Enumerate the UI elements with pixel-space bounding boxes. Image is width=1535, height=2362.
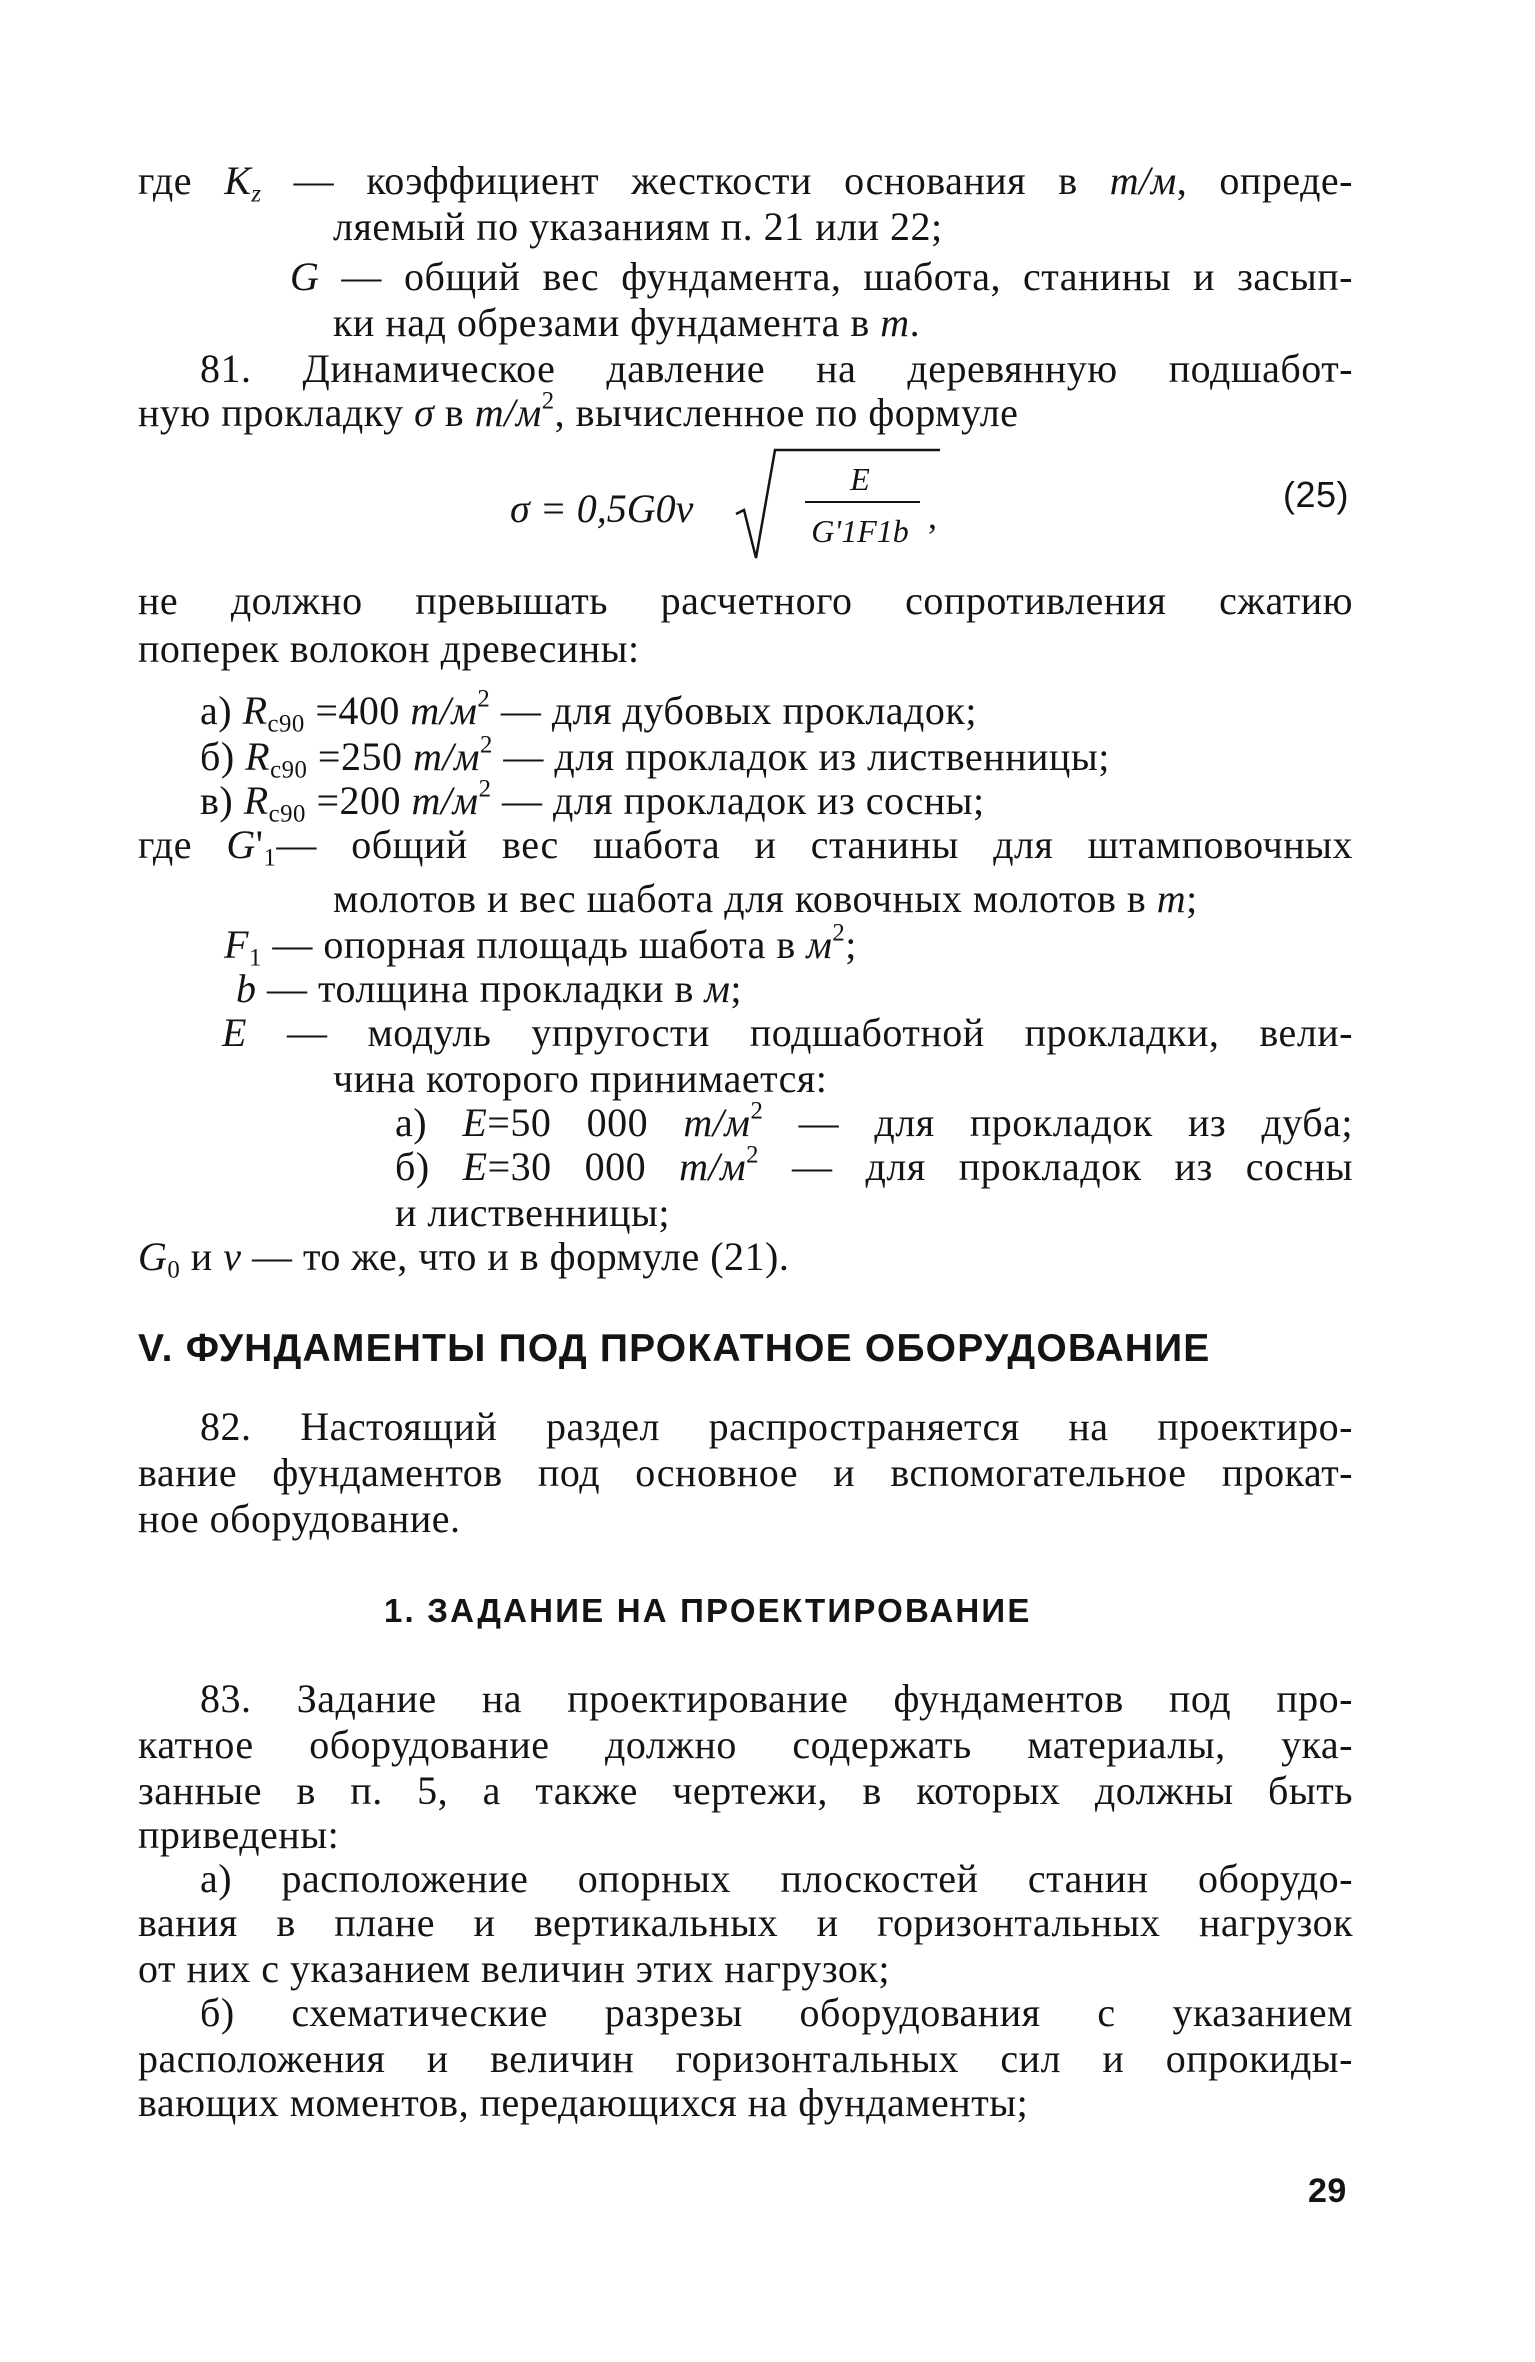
text-line: вания в плане и вертикальных и горизонтальных нагрузок [138,1900,1353,1945]
section-title: V. ФУНДАМЕНТЫ ПОД ПРОКАТНОЕ ОБОРУДОВАНИЕ [138,1327,1211,1370]
text-line: 82. Настоящий раздел распространяется на проектиро- [200,1404,1353,1449]
page-number: 29 [1308,2172,1347,2210]
text-line: ное оборудование. [138,1496,461,1541]
subsection-title: 1. ЗАДАНИЕ НА ПРОЕКТИРОВАНИЕ [384,1592,1032,1629]
text-line: приведены: [138,1812,340,1857]
text-line: чина которого принимается: [333,1056,828,1101]
text-line: в) $R_{с90} =200$ $т/м^2$ — для прокладок из сосны; [200,775,985,828]
text-line: ки над обрезами фундамента в т. [333,300,921,345]
text-line: расположения и величин горизонтальных сил и опрокиды- [138,2036,1353,2081]
text-line: вание фундаментов под основное и вспомогательное прокат- [138,1450,1353,1495]
text-line: занные в п. 5, а также чертежи, в которых должны быть [138,1768,1353,1813]
text-line: поперек волокон древесины: [138,626,640,671]
text-line: G — общий вес фундамента, шабота, станины и засып- [290,254,1353,299]
formula-numerator: E [850,461,870,497]
formula-lhs: σ = 0,5G0v [510,486,694,531]
text-line: молотов и вес шабота для ковочных молотов в т; [333,876,1198,921]
text-line: ляемый по указаниям п. 21 или 22; [333,204,943,249]
text-line: вающих моментов, передающихся на фундаменты; [138,2080,1029,2125]
text-line: $F_1$ — опорная площадь шабота в $м^2$; [224,919,857,972]
text-line: 81. Динамическое давление на деревянную подшабот- [200,346,1353,391]
text-line: где $G'_1—$ общий вес шабота и станины для штамповочных [138,822,1353,872]
text-line: и лиственницы; [395,1190,671,1235]
text-line: E — модуль упругости подшаботной прокладки, вели- [222,1010,1353,1055]
formula-denominator: G'1F1b [811,513,909,549]
text-line: не должно превышать расчетного сопротивления сжатию [138,578,1353,623]
text-line: b — толщина прокладки в м; [236,966,743,1011]
text-line: где $K_z$ — коэффициент жесткости основания в т/м, опреде- [138,158,1353,208]
text-line: а) расположение опорных плоскостей станин оборудо- [200,1856,1353,1901]
text-line: катное оборудование должно содержать материалы, ука- [138,1722,1353,1767]
text-line: 83. Задание на проектирование фундаментов под про- [200,1676,1353,1721]
formula-number: (25) [1283,474,1350,515]
text-line: ную прокладку σ в $т/м^2$, вычисленное по формуле [138,387,1019,435]
text-line: от них с указанием величин этих нагрузок; [138,1946,890,1991]
text-line: б) схематические разрезы оборудования с указанием [200,1990,1353,2035]
text-line: а) $R_{с90} =400$ $т/м^2$ — для дубовых прокладок; [200,685,977,738]
text-line: а) E=50 000 $т/м^2$ — для прокладок из дуба; [395,1097,1354,1145]
text-line: б) E=30 000 $т/м^2$ — для прокладок из сосны [395,1141,1354,1189]
text-line: $G_0$ и v — то же, что и в формуле (21). [138,1234,790,1284]
text-line: б) $R_{с90} =250$ $т/м^2$ — для прокладок из лиственницы; [200,731,1110,784]
formula-25 [500,440,960,570]
formula-comma: , [928,496,937,536]
